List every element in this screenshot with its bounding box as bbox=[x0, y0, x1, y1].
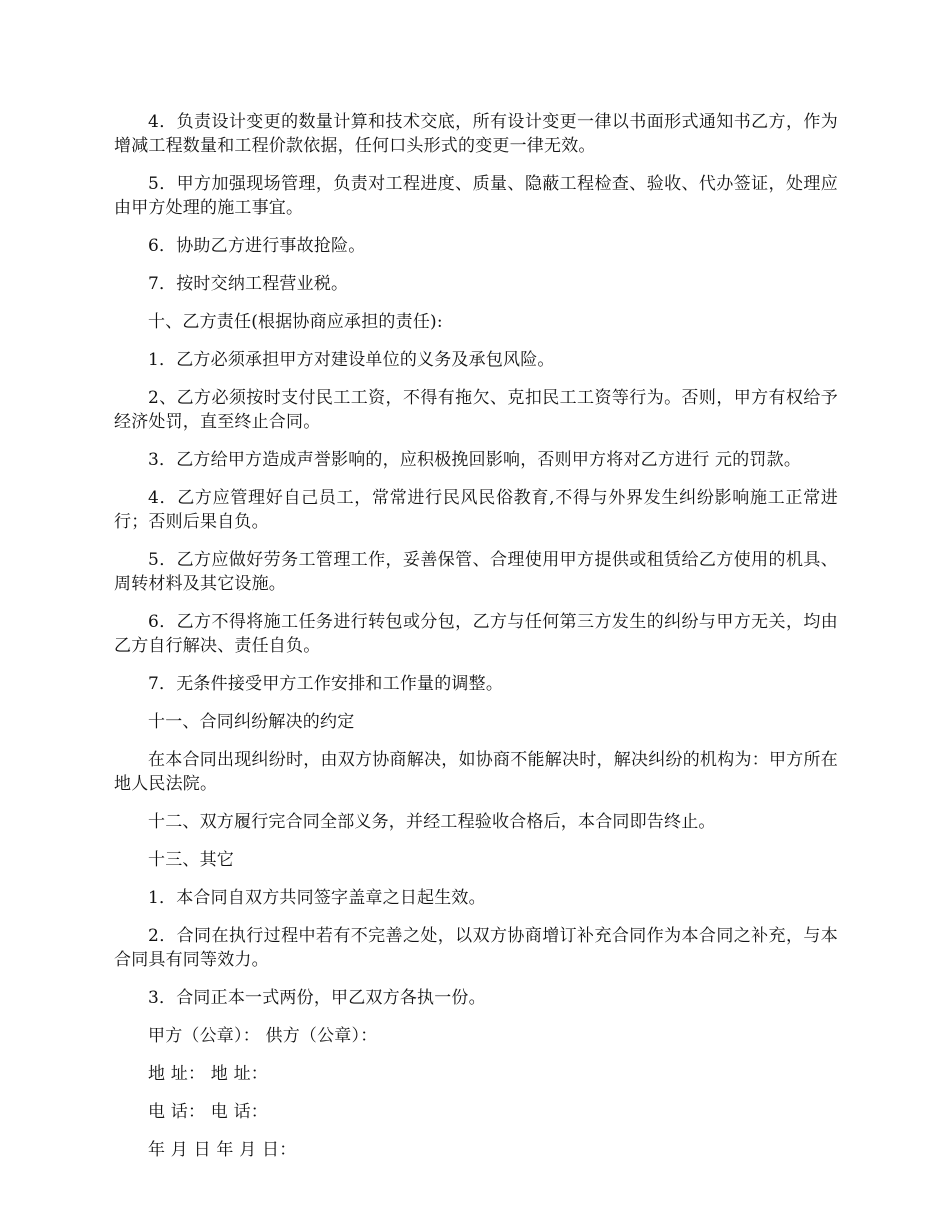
signature-date-line: 年 月 日 年 月 日： bbox=[148, 1140, 297, 1160]
signature-party-line: 甲方（公章）： 供方（公章）： bbox=[148, 1026, 378, 1046]
clause-paragraph: 3．乙方给甲方造成声誉影响的，应积极挽回影响，否则甲方将对乙方进行 元的罚款。 bbox=[148, 450, 802, 470]
section-heading: 十、乙方责任(根据协商应承担的责任): bbox=[148, 312, 443, 332]
signature-phone-line: 电 话： 电 话： bbox=[148, 1102, 269, 1122]
clause-paragraph: 在本合同出现纠纷时，由双方协商解决，如协商不能解决时，解决纠纷的机构为：甲方所在地人民法院。 bbox=[114, 750, 838, 794]
section-heading: 十二、双方履行完合同全部义务，并经工程验收合格后，本合同即告终止。 bbox=[148, 812, 716, 832]
clause-paragraph: 2、乙方必须按时支付民工工资，不得有拖欠、克扣民工工资等行为。否则，甲方有权给予经济处罚，直至终止合同。 bbox=[114, 388, 838, 432]
clause-paragraph: 5．乙方应做好劳务工管理工作，妥善保管、合理使用甲方提供或租赁给乙方使用的机具、周转材料及其它设施。 bbox=[114, 550, 838, 594]
clause-paragraph: 7．按时交纳工程营业税。 bbox=[148, 274, 349, 294]
clause-paragraph: 4．乙方应管理好自己员工，常常进行民风民俗教育,不得与外界发生纠纷影响施工正常进行；否则后果自负。 bbox=[114, 488, 838, 532]
clause-paragraph: 6．协助乙方进行事故抢险。 bbox=[148, 236, 366, 256]
clause-paragraph: 1．乙方必须承担甲方对建设单位的义务及承包风险。 bbox=[148, 350, 555, 370]
section-heading: 十一、合同纠纷解决的约定 bbox=[148, 712, 355, 732]
signature-address-line: 地 址： 地 址： bbox=[148, 1064, 269, 1084]
clause-paragraph: 3．合同正本一式两份，甲乙双方各执一份。 bbox=[148, 988, 486, 1008]
clause-paragraph: 5．甲方加强现场管理，负责对工程进度、质量、隐蔽工程检查、验收、代办签证，处理应由甲方处理的施工事宜。 bbox=[114, 174, 838, 218]
document-body bbox=[114, 110, 838, 1176]
clause-paragraph: 1．本合同自双方共同签字盖章之日起生效。 bbox=[148, 888, 486, 908]
clause-paragraph: 7．无条件接受甲方工作安排和工作量的调整。 bbox=[148, 674, 504, 694]
clause-paragraph: 2．合同在执行过程中若有不完善之处，以双方协商增订补充合同作为本合同之补充，与本合同具有同等效力。 bbox=[114, 926, 838, 970]
section-heading: 十三、其它 bbox=[148, 850, 234, 870]
clause-paragraph: 6．乙方不得将施工任务进行转包或分包，乙方与任何第三方发生的纠纷与甲方无关，均由乙方自行解决、责任自负。 bbox=[114, 612, 838, 656]
clause-paragraph: 4．负责设计变更的数量计算和技术交底，所有设计变更一律以书面形式通知书乙方，作为增减工程数量和工程价款依据，任何口头形式的变更一律无效。 bbox=[114, 112, 838, 156]
